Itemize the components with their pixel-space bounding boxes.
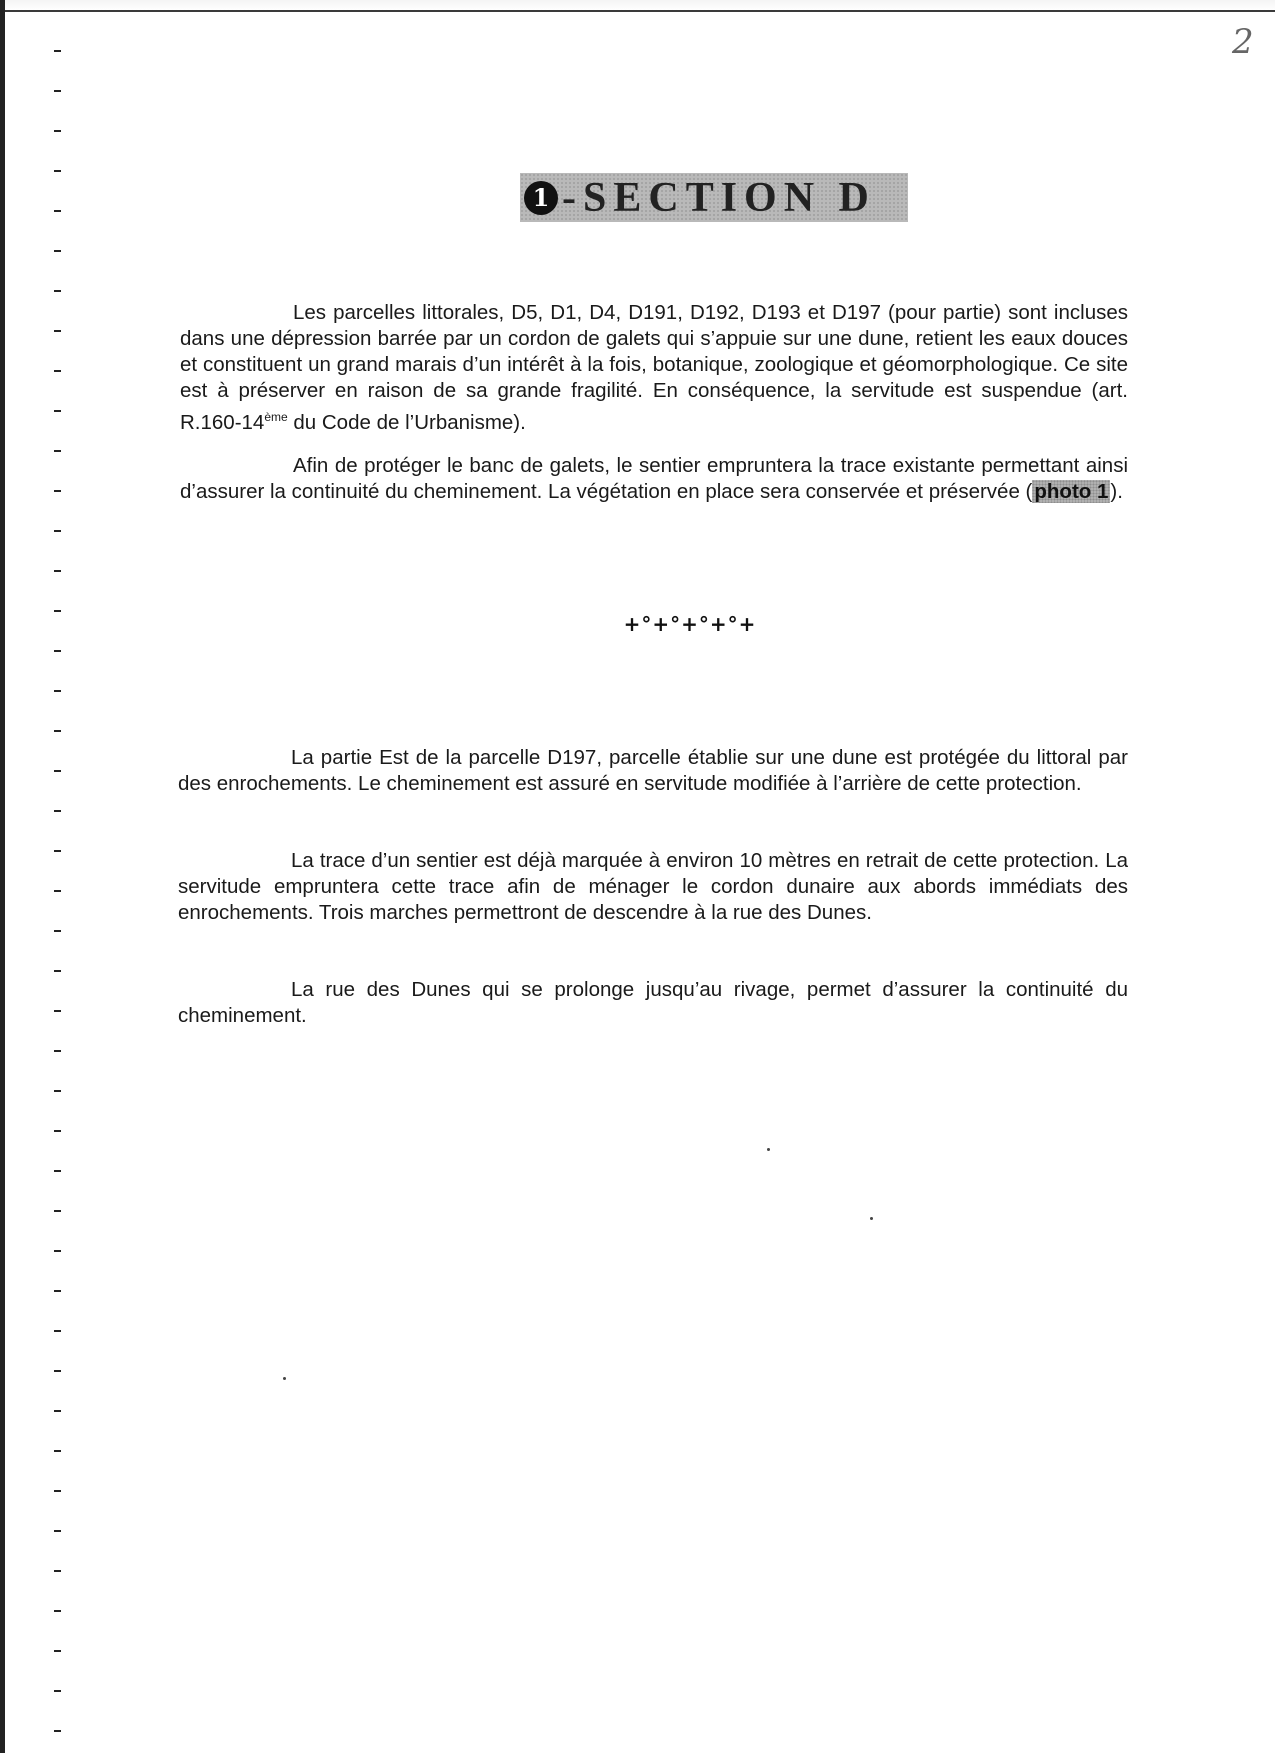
binder-mark bbox=[54, 1010, 61, 1012]
scan-left-edge bbox=[0, 0, 5, 1753]
binder-mark bbox=[54, 610, 61, 612]
binder-mark bbox=[54, 770, 61, 772]
binder-mark bbox=[54, 1330, 61, 1332]
superscript-text: ème bbox=[264, 410, 288, 424]
ornamental-separator: +°+°+°+°+ bbox=[623, 612, 757, 636]
binder-mark bbox=[54, 1450, 61, 1452]
binder-mark bbox=[54, 410, 61, 412]
binder-mark bbox=[54, 930, 61, 932]
paragraph-banc-de-galets bbox=[180, 453, 1128, 505]
binder-mark bbox=[54, 570, 61, 572]
binder-mark bbox=[54, 1370, 61, 1372]
binder-mark bbox=[54, 290, 61, 292]
binder-mark bbox=[54, 50, 61, 52]
binder-mark bbox=[54, 1090, 61, 1092]
binder-mark bbox=[54, 1610, 61, 1612]
binder-mark bbox=[54, 1050, 61, 1052]
photo-reference: photo 1 bbox=[1034, 480, 1109, 503]
paragraph-text: Afin de protéger le banc de galets, le sentier empruntera la trace existante permettant ainsi d’assurer la continuité du cheminement. La végétation en place sera conservée et préservée ( bbox=[180, 454, 1128, 503]
binder-mark bbox=[54, 1170, 61, 1172]
binder-mark bbox=[54, 170, 61, 172]
scan-speck bbox=[870, 1217, 873, 1220]
scan-top-edge bbox=[0, 0, 1275, 12]
binder-mark bbox=[54, 1210, 61, 1212]
scan-speck bbox=[283, 1377, 286, 1380]
binder-mark bbox=[54, 850, 61, 852]
binder-hole-marks bbox=[48, 0, 78, 1753]
scan-speck bbox=[767, 1148, 770, 1151]
binder-mark bbox=[54, 1130, 61, 1132]
binder-mark bbox=[54, 530, 61, 532]
paragraph-text: ). bbox=[1110, 480, 1123, 503]
binder-mark bbox=[54, 90, 61, 92]
binder-mark bbox=[54, 1410, 61, 1412]
paragraph-text: Les parcelles littorales, D5, D1, D4, D191, D192, D193 et D197 (pour partie) sont incluses dans une dépression barrée par un cordon de galets qui s’appuie sur une dune, retient les eaux douces et constituent un grand marais d’un intérêt à la fois, botanique, zoologique et géomorphologique. Ce site est à préserver en raison de sa grande fragilité. En conséquence, la servitude est suspendue (art. R.160-14 bbox=[180, 301, 1128, 434]
section-title: -SECTION D bbox=[562, 174, 876, 221]
binder-mark bbox=[54, 1490, 61, 1492]
binder-mark bbox=[54, 650, 61, 652]
binder-mark bbox=[54, 810, 61, 812]
binder-mark bbox=[54, 970, 61, 972]
paragraph-parcelles-littorales bbox=[180, 300, 1128, 436]
binder-mark bbox=[54, 370, 61, 372]
binder-mark bbox=[54, 1730, 61, 1732]
binder-mark bbox=[54, 210, 61, 212]
paragraph-rue-des-dunes: La rue des Dunes qui se prolonge jusqu’au rivage, permet d’assurer la continuité du cheminement. bbox=[178, 978, 1128, 1027]
binder-mark bbox=[54, 1690, 61, 1692]
binder-mark bbox=[54, 1650, 61, 1652]
paragraph-partie-est: La partie Est de la parcelle D197, parcelle établie sur une dune est protégée du littoral par des enrochements. Le cheminement est assuré en servitude modifiée à l’arrière de cette protection. bbox=[178, 746, 1128, 795]
section-number-badge: 1 bbox=[524, 181, 558, 215]
binder-mark bbox=[54, 1530, 61, 1532]
binder-mark bbox=[54, 690, 61, 692]
binder-mark bbox=[54, 130, 61, 132]
binder-mark bbox=[54, 890, 61, 892]
binder-mark bbox=[54, 730, 61, 732]
binder-mark bbox=[54, 490, 61, 492]
paragraph-text: du Code de l’Urbanisme). bbox=[287, 410, 526, 434]
handwritten-page-number: 2 bbox=[1232, 22, 1254, 62]
binder-mark bbox=[54, 1290, 61, 1292]
binder-mark bbox=[54, 250, 61, 252]
binder-mark bbox=[54, 450, 61, 452]
paragraph-trace-sentier: La trace d’un sentier est déjà marquée à environ 10 mètres en retrait de cette protection. La servitude empruntera cette trace afin de ménager le cordon dunaire aux abords immédiats des enrochements. Trois marches permettront de descendre à la rue des Dunes. bbox=[178, 849, 1128, 924]
binder-mark bbox=[54, 1570, 61, 1572]
section-heading bbox=[520, 173, 908, 222]
binder-mark bbox=[54, 330, 61, 332]
binder-mark bbox=[54, 1250, 61, 1252]
